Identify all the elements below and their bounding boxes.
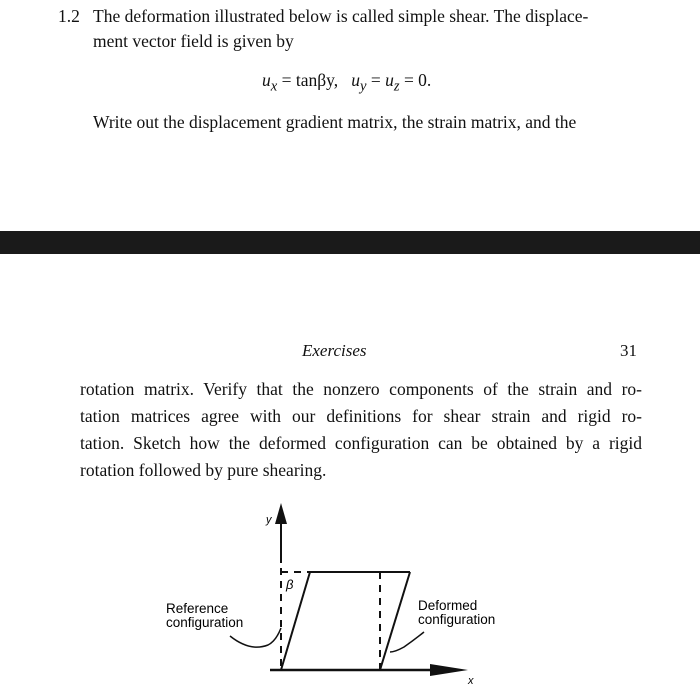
y-axis-label: y bbox=[266, 514, 272, 526]
problem-number: 1.2 bbox=[58, 6, 80, 26]
problem-line-1: 1.2 The deformation illustrated below is called simple shear. The displace- bbox=[58, 4, 668, 29]
continuation-line: tation matrices agree with our definitions for shear strain and rigid ro- bbox=[80, 406, 642, 426]
deformed-right-edge bbox=[380, 572, 410, 670]
continuation-line: rotation matrix. Verify that the nonzero components of the strain and ro- bbox=[80, 379, 642, 399]
displacement-equation: $u_x = \tan\beta y$, $u_y = u_z = 0$. bbox=[262, 70, 432, 95]
problem-line-2: ment vector field is given by bbox=[93, 31, 294, 51]
deformed-label-line-1: Deformed bbox=[418, 598, 478, 613]
reference-label-line-1: Reference bbox=[166, 601, 229, 616]
deformed-label-line-2: configuration bbox=[418, 612, 496, 627]
y-axis-arrowhead bbox=[275, 503, 287, 524]
shear-angle-label: β bbox=[286, 577, 294, 592]
running-head: Exercises bbox=[302, 341, 367, 360]
deformed-leader-line bbox=[390, 632, 424, 652]
continuation-line: rotation followed by pure shearing. bbox=[80, 460, 327, 480]
page-number: 31 bbox=[620, 341, 637, 360]
problem-line-3: Write out the displacement gradient matrix, the strain matrix, and the bbox=[93, 112, 577, 132]
x-axis-label: x bbox=[468, 675, 474, 687]
reference-label-line-2: configuration bbox=[166, 615, 244, 630]
x-axis-arrowhead bbox=[430, 664, 468, 676]
continuation-line: tation. Sketch how the deformed configuration can be obtained by a rigid bbox=[80, 433, 642, 453]
reference-leader-line bbox=[230, 628, 281, 647]
